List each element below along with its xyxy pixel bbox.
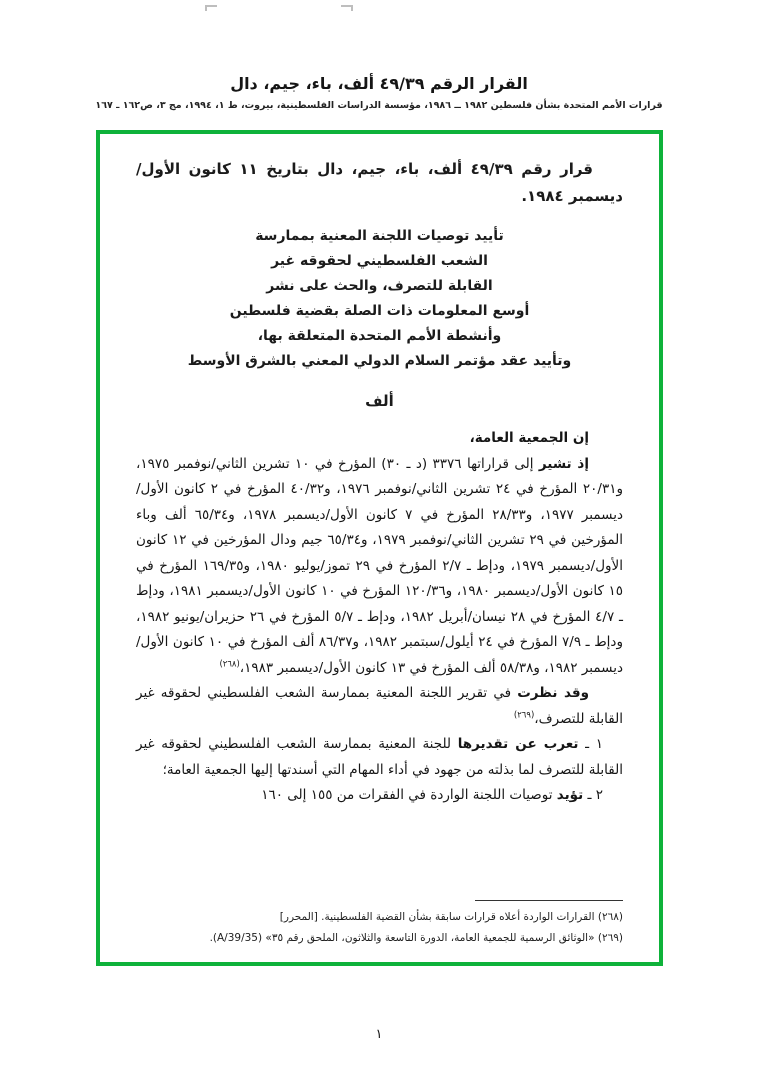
- scan-artifact-mark: [205, 5, 217, 11]
- paragraph-text: في تقرير اللجنة المعنية بممارسة الشعب الفلسطيني لحقوقه غير القابلة للتصرف،: [136, 685, 623, 727]
- page-title: القرار الرقم ٤٩/٣٩ ألف، باء، جيم، دال: [230, 74, 528, 93]
- resolution-number-line: قرار رقم ٤٩/٣٩ ألف، باء، جيم، دال بتاريخ ١١ كانون الأول/ديسمبر ١٩٨٤.: [136, 160, 623, 205]
- paragraph-number: ١ ـ: [585, 736, 604, 752]
- paragraph-number: ٢ ـ: [587, 787, 603, 803]
- paragraph-text: توصيات اللجنة الواردة في الفقرات من ١٥٥ إلى ١٦٠: [261, 787, 557, 803]
- resolution-frame: [96, 130, 663, 966]
- footnotes-section: [136, 900, 623, 950]
- subject-line: أوسع المعلومات ذات الصلة بقضية فلسطين: [229, 303, 530, 319]
- preamble-considered-paragraph: [136, 681, 623, 732]
- salutation-line: إن الجمعية العامة،: [469, 430, 589, 446]
- subject-line: تأييد توصيات اللجنة المعنية بممارسة: [255, 228, 504, 244]
- scan-artifact-mark: [341, 5, 353, 11]
- paragraph-lead: تعرب عن تقديرها: [457, 736, 579, 752]
- paragraph-text: للجنة المعنية بممارسة الشعب الفلسطيني لحقوقه غير القابلة للتصرف لما بذلته من جهود في أداء المهام التي أسندتها إليها الجمعية العامة؛: [136, 736, 623, 778]
- paragraph-lead: تؤيد: [556, 787, 584, 803]
- footnote-ref-268: (٢٦٨): [219, 659, 240, 669]
- operative-paragraph-2: [136, 783, 623, 809]
- preamble-recalls-paragraph: [136, 452, 623, 682]
- source-citation: قرارات الأمم المتحدة بشأن فلسطين ١٩٨٢ ــ ١٩٨٦، مؤسسة الدراسات الفلسطينية، بيروت، ط ١، ١٩٩٤، مج ٣، ص١٦٢ ـ ١٦٧: [95, 100, 663, 111]
- subject-line: الشعب الفلسطيني لحقوقه غير: [271, 253, 488, 269]
- operative-paragraph-1: [136, 732, 623, 783]
- paragraph-lead: إذ تشير: [538, 455, 589, 472]
- footnote-269: (٢٦٩) «الوثائق الرسمية للجمعية العامة، الدورة التاسعة والثلاثون، الملحق رقم ٣٥» ‎(A/39/35)‎.: [209, 931, 623, 944]
- paragraph-lead: وقد نظرت: [517, 685, 589, 701]
- subject-line: وأنشطة الأمم المتحدة المتعلقة بها،: [257, 328, 502, 344]
- page-number: ١: [375, 1027, 383, 1042]
- resolution-subject: [136, 224, 623, 374]
- section-heading-alif: ألف: [365, 392, 394, 410]
- footnote-ref-269: (٢٦٩): [513, 710, 535, 720]
- subject-line: وتأييد عقد مؤتمر السلام الدولي المعني بالشرق الأوسط: [187, 353, 572, 369]
- subject-line: القابلة للتصرف، والحث على نشر: [266, 278, 493, 294]
- footnote-268: (٢٦٨) القرارات الواردة أعلاه قرارات سابقة بشأن القضية الفلسطينية. [المحرر]: [279, 911, 623, 923]
- paragraph-text: إلى قراراتها ٣٣٧٦ (د ـ ٣٠) المؤرخ في ١٠ تشرين الثاني/نوفمبر ١٩٧٥، و٢٠/٣١ المؤرخ في ٢٤ تشرين الثاني/نوفمبر ١٩٧٦، و٤٠/٣٢ المؤرخ في ٢ كانون الأول/ديسمبر ١٩٧٧، و٢٨/٣٣ المؤرخ في ٧ كانون الأول/ديسمبر ١٩٧٨، و٦٥/٣٤ ألف وباء المؤرخين في ٢٩ تشرين الثاني/نوفمبر ١٩٧٩، و٦٥/٣٤ جيم ودال المؤرخين في ١٢ كانون الأول/ديسمبر ١٩٧٩، ودإط ـ ٢/٧ المؤرخ في ٢٩ تموز/يوليو ١٩٨٠، و١٦٩/٣٥ المؤرخ في ١٥ كانون الأول/ديسمبر ١٩٨٠، و١٢٠/٣٦ المؤرخ في ١٠ كانون الأول/ديسمبر ١٩٨١، ودإط ـ ٤/٧ المؤرخ في ٢٨ نيسان/أبريل ١٩٨٢، ودإط ـ ٥/٧ المؤرخ في ٢٦ حزيران/يونيو ١٩٨٢، ودإط ـ ٧/٩ المؤرخ في ٢٤ أيلول/سبتمبر ١٩٨٢، و٨٦/٣٧ ألف المؤرخ في ١٠ كانون الأول/ديسمبر ١٩٨٢، و٥٨/٣٨ ألف المؤرخ في ١٣ كانون الأول/ديسمبر ١٩٨٣،: [136, 455, 624, 676]
- footnote-separator: [475, 900, 623, 901]
